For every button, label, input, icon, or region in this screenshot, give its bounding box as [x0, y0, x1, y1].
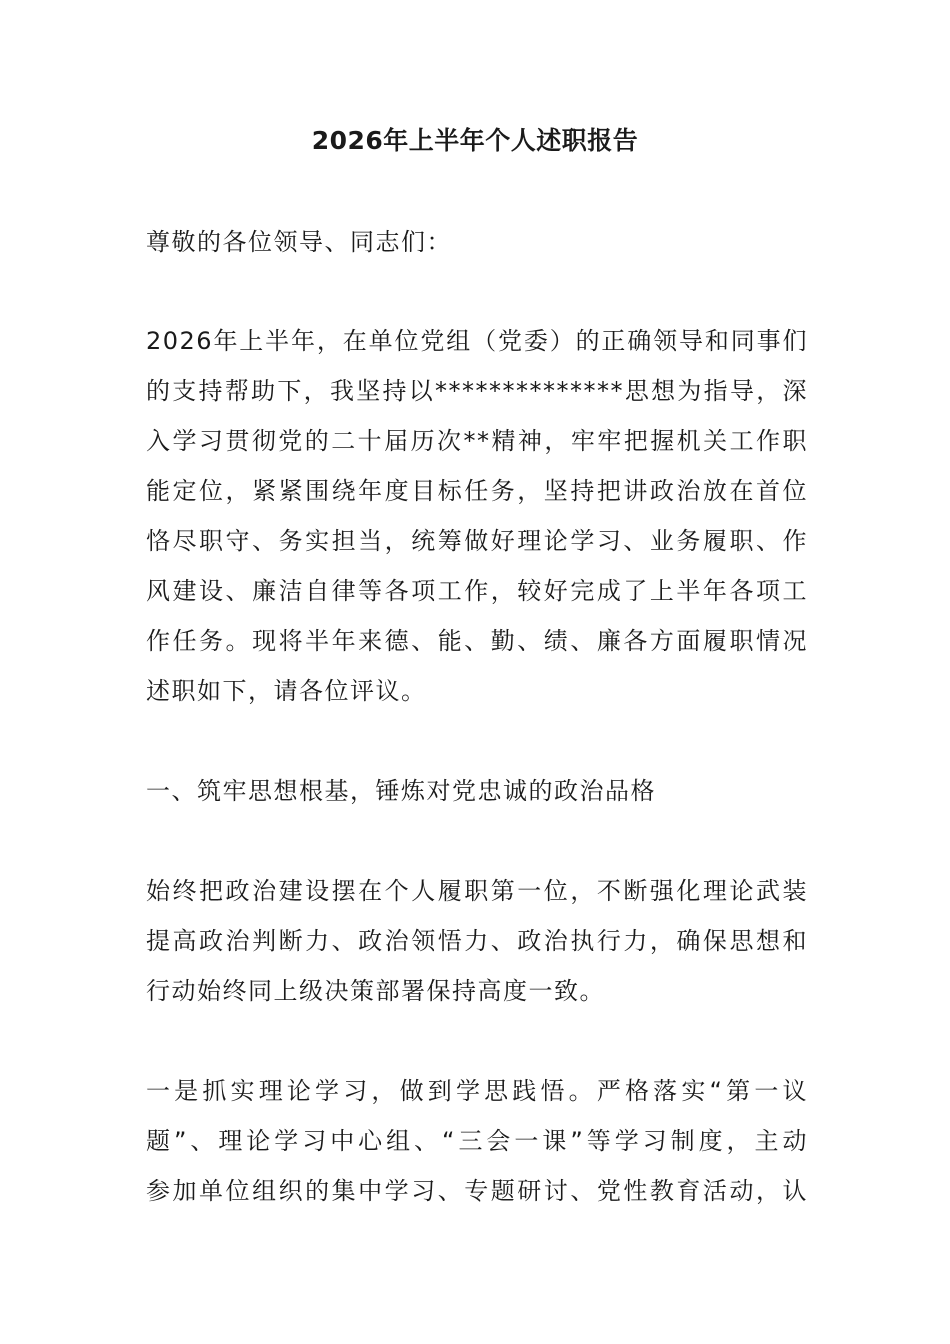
paragraph-line: 题”、理论学习中心组、“三会一课”等学习制度，主动: [146, 1127, 808, 1155]
paragraph-line: 的支持帮助下，我坚持以**************思想为指导，深: [146, 377, 808, 405]
paragraph-line: 行动始终同上级决策部署保持高度一致。: [146, 977, 605, 1005]
point-one-paragraph: [146, 1066, 808, 1216]
paragraph-line: 作任务。现将半年来德、能、勤、绩、廉各方面履职情况: [146, 627, 808, 655]
section-one-paragraph: [146, 866, 808, 1016]
paragraph-line: 参加单位组织的集中学习、专题研讨、党性教育活动，认: [146, 1177, 808, 1205]
paragraph-line: 一是抓实理论学习，做到学思践悟。严格落实“第一议: [146, 1077, 808, 1105]
section-heading: [146, 766, 808, 816]
paragraph-line: 提高政治判断力、政治领悟力、政治执行力，确保思想和: [146, 927, 808, 955]
paragraph-line: 2026年上半年，在单位党组（党委）的正确领导和同事们: [146, 327, 808, 355]
section-heading-text: 一、筑牢思想根基，锤炼对党忠诚的政治品格: [146, 777, 656, 805]
salutation-line: 尊敬的各位领导、同志们：: [146, 228, 452, 256]
paragraph-line: 入学习贯彻党的二十届历次**精神，牢牢把握机关工作职: [146, 427, 808, 455]
intro-paragraph: [146, 316, 808, 716]
paragraph-line: 风建设、廉洁自律等各项工作，较好完成了上半年各项工: [146, 577, 808, 605]
salutation: [146, 217, 808, 267]
paragraph-line: 述职如下，请各位评议。: [146, 677, 427, 705]
paragraph-line: 能定位，紧紧围绕年度目标任务，坚持把讲政治放在首位: [146, 477, 808, 505]
paragraph-line: 恪尽职守、务实担当，统筹做好理论学习、业务履职、作: [146, 527, 808, 555]
document-title: 2026年上半年个人述职报告: [311, 126, 639, 155]
paragraph-line: 始终把政治建设摆在个人履职第一位，不断强化理论武装: [146, 877, 808, 905]
